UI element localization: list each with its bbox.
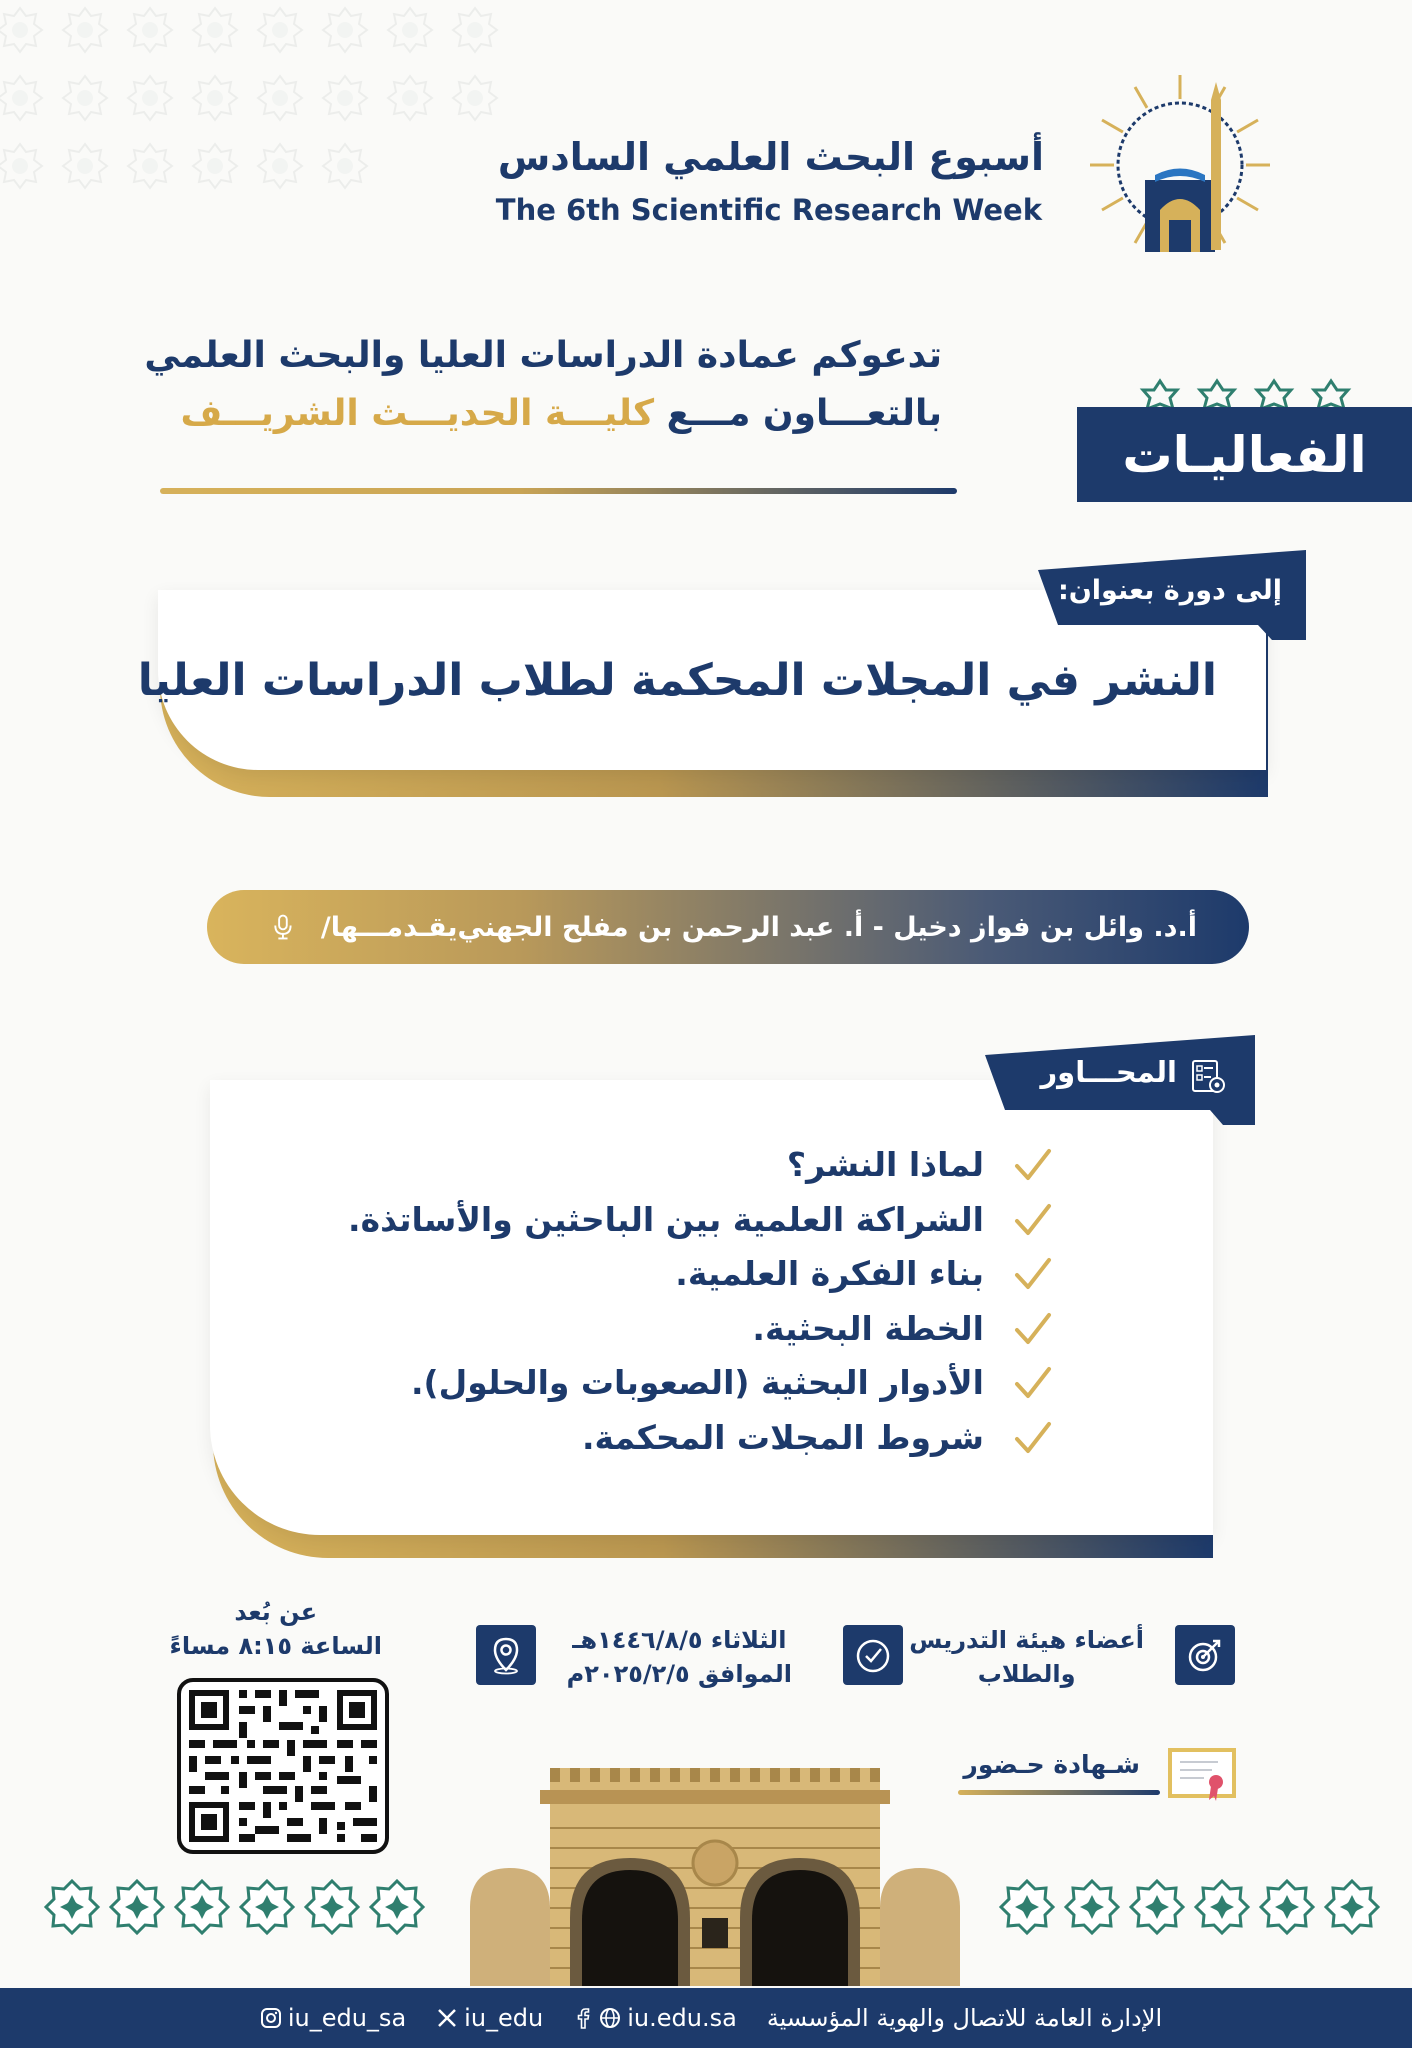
mode-time-text [170,1595,382,1663]
globe-icon [599,2007,621,2029]
date-gregorian: الموافق ٢٠٢٥/٢/٥م [566,1660,792,1688]
audience-line-1: أعضاء هيئة التدريس [909,1626,1144,1654]
event-title-arabic: أسبوع البحث العلمي السادس [497,135,1044,179]
x-handle: iu_edu [464,2004,544,2032]
audience-icon [1175,1625,1235,1685]
date-clock-icon [843,1625,903,1685]
course-tab-label: إلى دورة بعنوان: [1057,575,1282,606]
axes-item-text: الأدوار البحثية (الصعوبات والحلول). [411,1363,984,1402]
audience-text [909,1623,1144,1691]
background-pattern [0,0,520,220]
microphone-icon [273,910,293,944]
axes-list [348,1138,1052,1465]
footer-instagram[interactable] [260,2004,406,2032]
axes-item [348,1356,1052,1411]
university-logo-icon [1085,70,1275,260]
instagram-icon [260,2007,282,2029]
date-hijri: الثلاثاء ١٤٤٦/٨/٥هـ [572,1626,787,1654]
checkmark-icon [1014,1421,1052,1455]
axes-item-text: بناء الفكرة العلمية. [675,1254,984,1293]
checkmark-icon [1014,1203,1052,1237]
axes-item [348,1138,1052,1193]
qr-code-icon [181,1682,385,1850]
presenter-names: أ.د. وائل بن فواز دخيل - أ. عبد الرحمن بن مفلح الجهني [457,911,1197,943]
axes-item [348,1302,1052,1357]
footer-bar [0,1988,1412,2048]
axes-item-text: شروط المجلات المحكمة. [581,1417,984,1457]
checkmark-icon [1014,1257,1052,1291]
invitation-college: كليـــة الحديـــث الشريـــف [180,393,655,434]
footer-website[interactable] [573,2004,737,2032]
events-tab: الفعاليـات [1077,407,1412,502]
footer-department: الإدارة العامة للاتصال والهوية المؤسسية [766,2004,1163,2032]
location-pin-icon [476,1625,536,1685]
course-title: النشر في المجلات المحكمة لطلاب الدراسات العليا [137,655,1217,706]
invitation-line-2 [181,393,942,434]
invitation-prefix: بالتعـــاون مـــع [666,393,942,434]
axes-item [348,1411,1052,1466]
axes-item-text: الشراكة العلمية بين الباحثين والأساتذة. [348,1199,984,1239]
checkmark-icon [1014,1312,1052,1346]
stars-decoration-left [40,1878,430,1936]
axes-tab-label: المحـــاور [1040,1055,1177,1089]
date-text [567,1623,792,1691]
certificate-underline [958,1790,1160,1795]
footer-x[interactable] [436,2004,543,2032]
x-logo-icon [436,2007,458,2029]
audience-line-2: والطلاب [977,1660,1076,1688]
checkmark-icon [1014,1148,1052,1182]
checkmark-icon [1014,1366,1052,1400]
facebook-icon [573,2007,593,2029]
axes-item [348,1247,1052,1302]
invitation-line-1: تدعوكم عمادة الدراسات العليا والبحث العلمي [144,335,942,376]
axes-item-text: الخطة البحثية. [752,1308,984,1348]
registration-qr-code[interactable] [177,1678,389,1854]
certificate-label: شـهادة حـضور [963,1750,1140,1779]
invitation-underline [160,488,957,494]
instagram-handle: iu_edu_sa [287,2004,407,2032]
university-gate-image [470,1768,960,1986]
stars-decoration-right [995,1878,1385,1936]
presenter-label: يقـدمـــها/ [320,911,458,943]
certificate-icon [1168,1748,1236,1802]
website-url: iu.edu.sa [627,2004,737,2032]
session-time: الساعة ٨:١٥ مساءً [169,1632,382,1660]
axes-item-text: لماذا النشر؟ [786,1145,984,1184]
checklist-icon [1190,1058,1226,1094]
event-title-english: The 6th Scientific Research Week [495,193,1042,227]
axes-item [348,1193,1052,1248]
mode-remote: عن بُعد [234,1598,318,1626]
presenter-bar [207,890,1249,964]
